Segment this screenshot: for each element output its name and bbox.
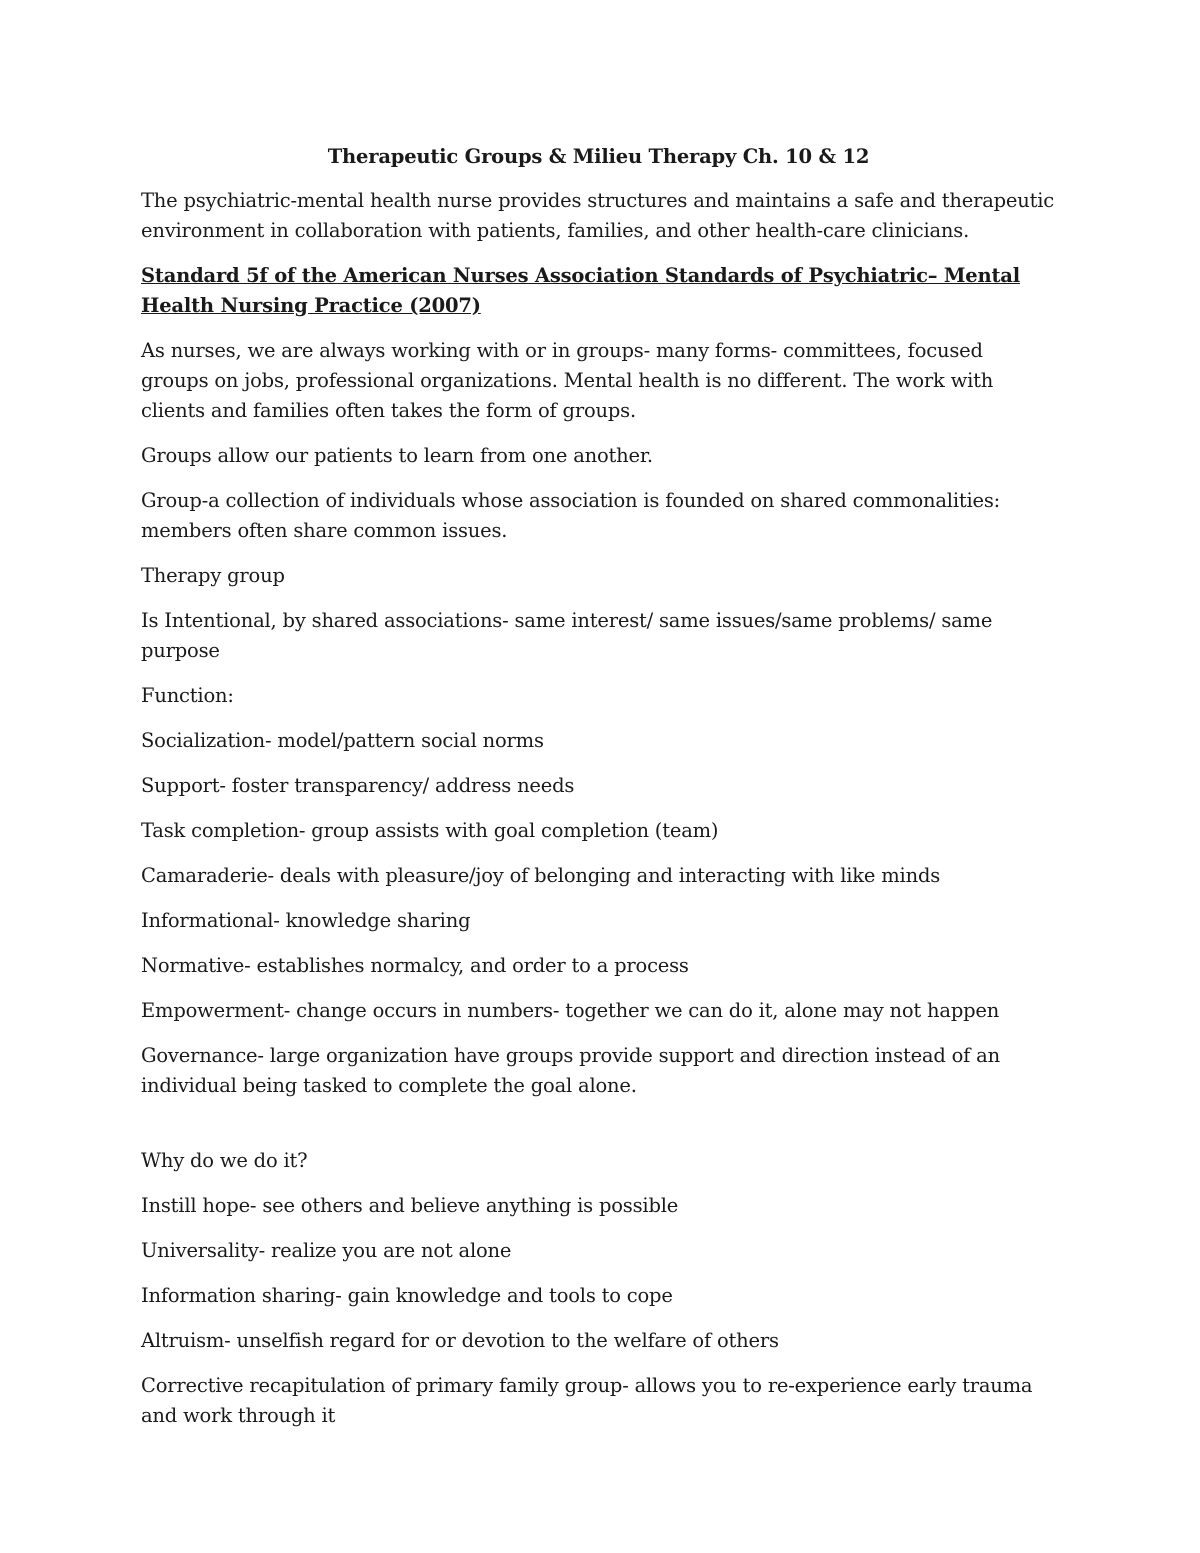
paragraph-universality: Universality- realize you are not alone — [141, 1239, 512, 1262]
paragraph-instill-hope: Instill hope- see others and believe anything is possible — [141, 1194, 679, 1217]
paragraph-empowerment: Empowerment- change occurs in numbers- together we can do it, alone may not happen — [141, 999, 1000, 1022]
paragraph-socialization: Socialization- model/pattern social norms — [141, 729, 544, 752]
paragraph-normative: Normative- establishes normalcy, and order to a process — [141, 954, 689, 977]
paragraph-information-sharing: Information sharing- gain knowledge and tools to cope — [141, 1284, 673, 1307]
paragraph-groups-overview: As nurses, we are always working with or in groups- many forms- committees, focused groups on jobs, professional organizations. Mental health is no different. The work with clients and families often takes the form of groups. — [141, 339, 994, 422]
paragraph-camaraderie: Camaraderie- deals with pleasure/joy of belonging and interacting with like minds — [141, 864, 941, 887]
paragraph-therapy-group: Therapy group — [141, 564, 285, 587]
paragraph-learn: Groups allow our patients to learn from one another. — [141, 444, 653, 467]
standard-heading: Standard 5f of the American Nurses Association Standards of Psychiatric– Mental Health Nursing Practice (2007) — [141, 264, 1020, 317]
blank-line — [141, 1116, 1056, 1146]
paragraph-intentional: Is Intentional, by shared associations- same interest/ same issues/same problems/ same purpose — [141, 609, 993, 662]
document-body — [141, 142, 1056, 1446]
paragraph-group-definition: Group-a collection of individuals whose association is founded on shared commonalities: members often share common issues. — [141, 489, 1001, 542]
paragraph-informational: Informational- knowledge sharing — [141, 909, 471, 932]
intro-paragraph: The psychiatric-mental health nurse provides structures and maintains a safe and therapeutic environment in collaboration with patients, families, and other health-care clinicians. — [141, 189, 1054, 242]
paragraph-task-completion: Task completion- group assists with goal completion (team) — [141, 819, 719, 842]
document-title: Therapeutic Groups & Milieu Therapy Ch. 10 & 12 — [327, 145, 870, 168]
paragraph-function: Function: — [141, 684, 234, 707]
paragraph-why: Why do we do it? — [141, 1149, 308, 1172]
paragraph-altruism: Altruism- unselfish regard for or devotion to the welfare of others — [141, 1329, 779, 1352]
paragraph-corrective-recapitulation: Corrective recapitulation of primary family group- allows you to re-experience early trauma and work through it — [141, 1374, 1033, 1427]
paragraph-support: Support- foster transparency/ address needs — [141, 774, 575, 797]
paragraph-governance: Governance- large organization have groups provide support and direction instead of an individual being tasked to complete the goal alone. — [141, 1044, 1000, 1097]
